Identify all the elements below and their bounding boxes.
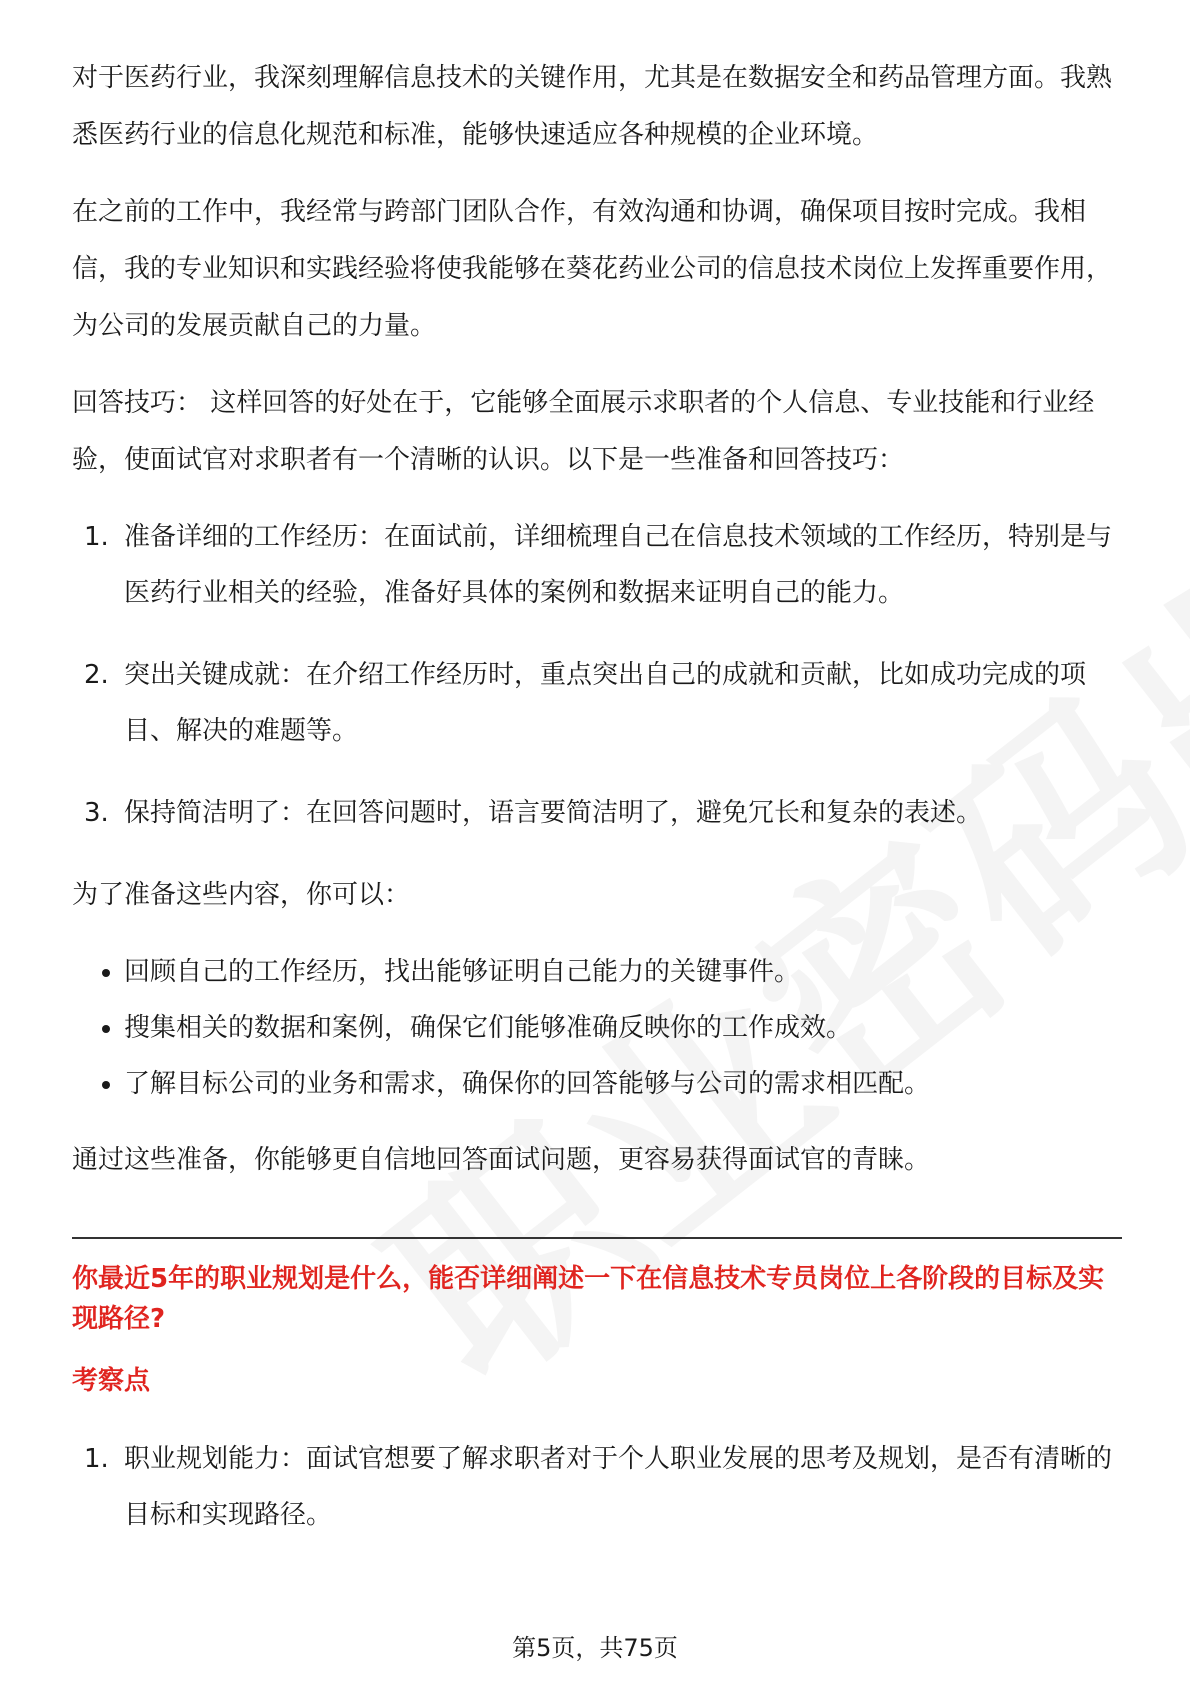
page-footer: 第5页，共75页: [512, 1634, 678, 1662]
list-item-text: 了解目标公司的业务和需求，确保你的回答能够与公司的需求相匹配。: [124, 1069, 931, 1099]
list-item: [72, 1056, 1122, 1112]
list-number: 1.: [84, 522, 109, 552]
list-item: [72, 647, 1122, 759]
bullet-icon: [102, 969, 110, 977]
prep-intro: 为了准备这些内容，你可以：: [72, 880, 411, 910]
list-item-text: 保持简洁明了：在回答问题时，语言要简洁明了，避免冗长和复杂的表述。: [124, 798, 983, 828]
list-number: 1.: [84, 1444, 109, 1474]
list-item-text: 搜集相关的数据和案例，确保它们能够准确反映你的工作成效。: [124, 1013, 853, 1043]
paragraph: 对于医药行业，我深刻理解信息技术的关键作用，尤其是在数据安全和药品管理方面。我熟悉医药行业的信息化规范和标准，能够快速适应各种规模的企业环境。: [72, 63, 1113, 150]
points-list: [72, 1431, 1122, 1543]
tips-list: [72, 509, 1122, 841]
prep-list: [72, 944, 1122, 1112]
paragraph: 在之前的工作中，我经常与跨部门团队合作，有效沟通和协调，确保项目按时完成。我相信，我的专业知识和实践经验将使我能够在葵花药业公司的信息技术岗位上发挥重要作用，为公司的发展贡献自己的力量。: [72, 197, 1113, 341]
list-item-text: 准备详细的工作经历：在面试前，详细梳理自己在信息技术领域的工作经历，特别是与医药行业相关的经验，准备好具体的案例和数据来证明自己的能力。: [124, 522, 1113, 608]
bullet-icon: [102, 1025, 110, 1033]
list-item: [72, 944, 1122, 1000]
answer-tips-paragraph: 回答技巧： 这样回答的好处在于，它能够全面展示求职者的个人信息、专业技能和行业经验，使面试官对求职者有一个清晰的认识。以下是一些准备和回答技巧：: [72, 388, 1095, 475]
section-label: 考察点: [72, 1366, 151, 1396]
list-item-text: 职业规划能力：面试官想要了解求职者对于个人职业发展的思考及规划，是否有清晰的目标和实现路径。: [124, 1444, 1113, 1530]
question-heading: 你最近5年的职业规划是什么，能否详细阐述一下在信息技术专员岗位上各阶段的目标及实现路径?: [72, 1264, 1105, 1334]
list-item-text: 突出关键成就：在介绍工作经历时，重点突出自己的成就和贡献，比如成功完成的项目、解决的难题等。: [124, 660, 1087, 746]
list-item: [72, 509, 1122, 621]
closing-paragraph: 通过这些准备，你能够更自信地回答面试问题，更容易获得面试官的青睐。: [72, 1145, 931, 1175]
list-item: [72, 1000, 1122, 1056]
list-number: 2.: [84, 660, 109, 690]
list-item-text: 回顾自己的工作经历，找出能够证明自己能力的关键事件。: [124, 957, 801, 987]
list-item: [72, 785, 1122, 841]
list-number: 3.: [84, 798, 109, 828]
list-item: [72, 1431, 1122, 1543]
bullet-icon: [102, 1081, 110, 1089]
divider: [72, 1237, 1122, 1239]
document-body: [72, 50, 1122, 1569]
